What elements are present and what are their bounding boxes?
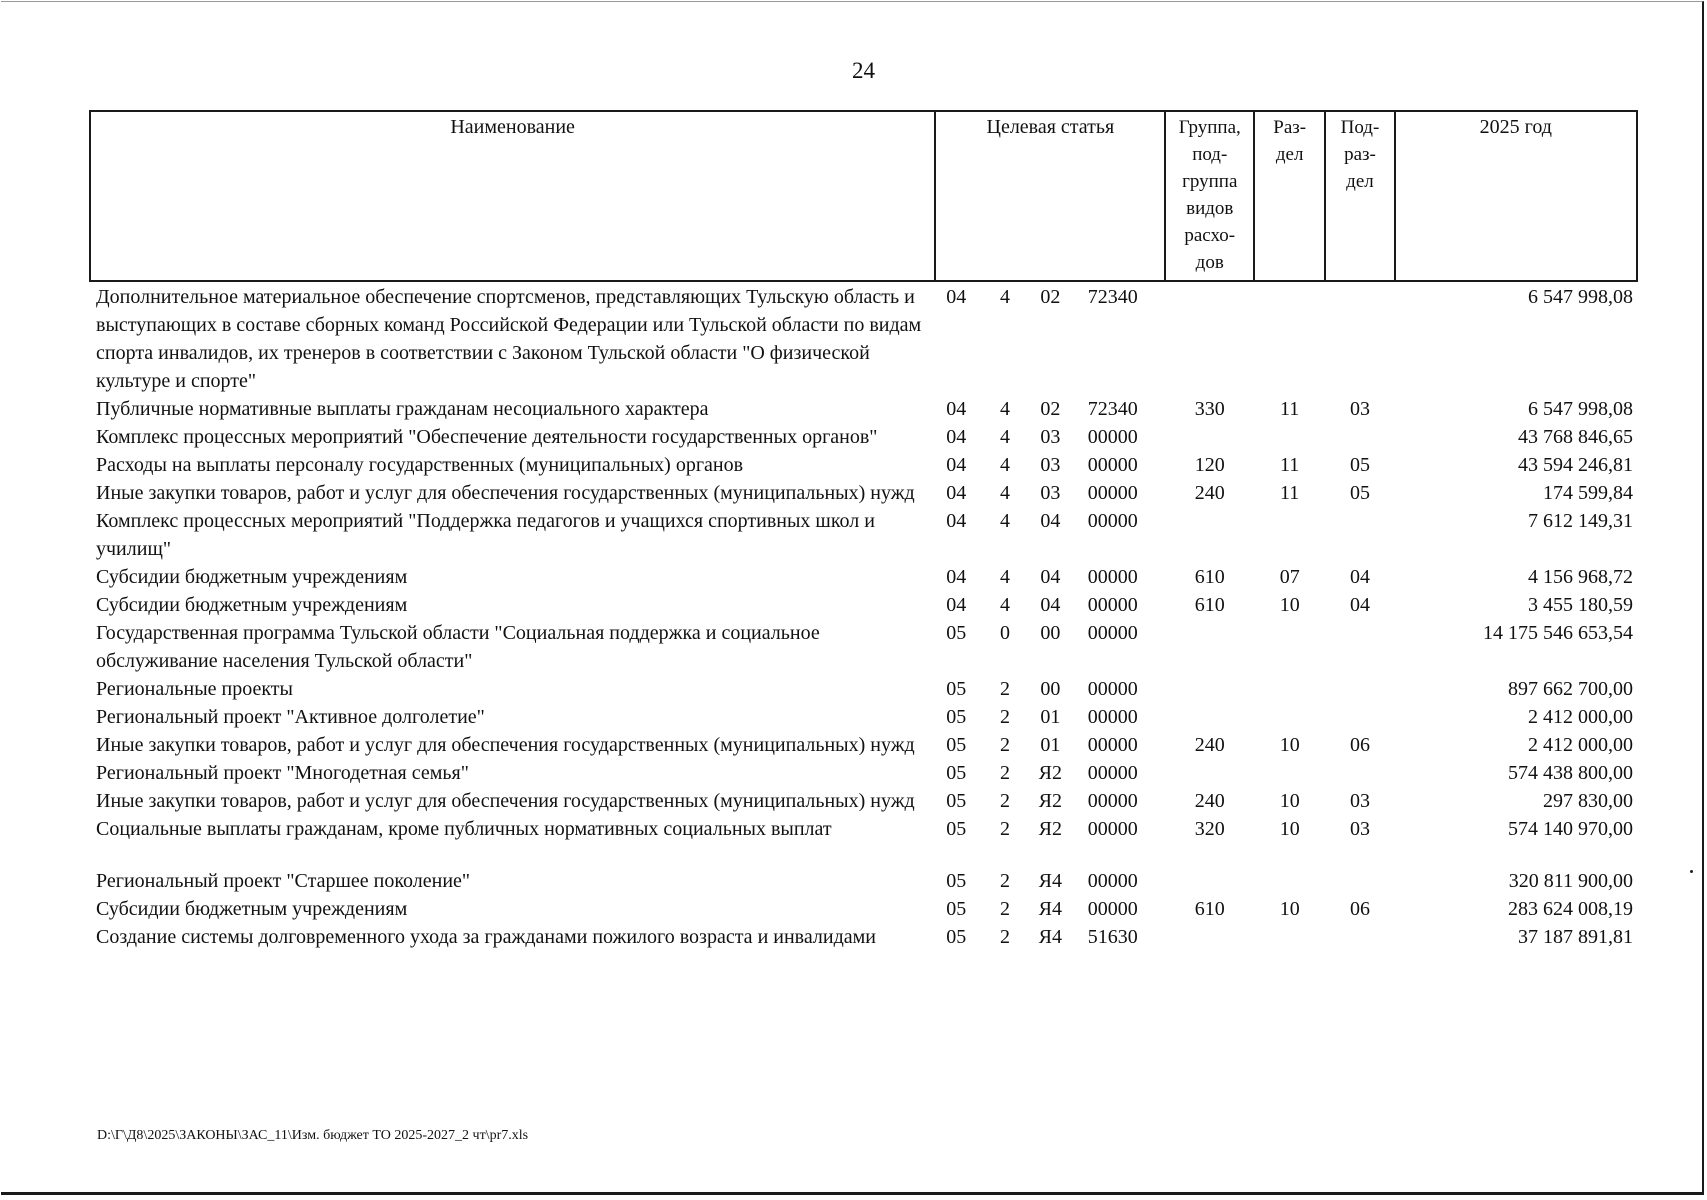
subsection-code <box>1325 619 1394 675</box>
target-subprogram-code: 2 <box>1000 898 1011 920</box>
header-subsection <box>1325 111 1394 281</box>
target-direction-code: 00000 <box>1087 790 1138 812</box>
target-program-code: 04 <box>946 510 967 532</box>
page-number: 24 <box>852 58 875 83</box>
header-line: дов <box>1195 252 1224 273</box>
target-program-code: 04 <box>946 594 967 616</box>
target-direction-code: 00000 <box>1087 426 1138 448</box>
target-direction-code: 00000 <box>1087 510 1138 532</box>
row-name: Региональный проект "Старшее поколение" <box>96 870 471 892</box>
row-name: Создание системы долговременного ухода за гражданами пожилого возраста и инвалидами <box>96 926 876 948</box>
expense-group-code <box>1165 675 1254 703</box>
section-code: 11 <box>1280 482 1300 504</box>
section-code: 10 <box>1279 818 1300 840</box>
amount-2025: 3 455 180,59 <box>1528 594 1633 616</box>
target-direction-code: 00000 <box>1087 762 1138 784</box>
expense-group-code <box>1165 759 1254 787</box>
section-code <box>1254 619 1325 675</box>
target-program-code: 04 <box>946 566 967 588</box>
expense-group-code: 610 <box>1194 594 1225 616</box>
expense-group-code: 330 <box>1194 398 1225 420</box>
row-name: Региональный проект "Многодетная семья" <box>96 762 469 784</box>
table-row <box>90 451 1637 479</box>
section-code: 10 <box>1279 594 1300 616</box>
header-line: дел <box>1275 144 1304 165</box>
subsection-code <box>1325 923 1394 951</box>
header-year: 2025 год <box>1395 111 1637 281</box>
section-code <box>1254 759 1325 787</box>
target-direction-code: 51630 <box>1087 926 1138 948</box>
target-direction-code: 72340 <box>1087 398 1138 420</box>
target-program-code: 05 <box>946 734 967 756</box>
target-subprogram-code: 2 <box>1000 706 1011 728</box>
amount-2025: 43 768 846,65 <box>1518 426 1633 448</box>
target-event-code: Я2 <box>1038 818 1063 840</box>
expense-group-code: 240 <box>1194 790 1225 812</box>
subsection-code <box>1325 281 1394 395</box>
expense-group-code: 120 <box>1194 454 1225 476</box>
row-name: Иные закупки товаров, работ и услуг для обеспечения государственных (муниципальных) нужд <box>96 790 915 812</box>
target-subprogram-code: 2 <box>1000 678 1011 700</box>
table-row <box>90 895 1637 923</box>
target-program-code: 04 <box>946 426 967 448</box>
target-direction-code: 00000 <box>1087 566 1138 588</box>
target-event-code: Я4 <box>1038 870 1063 892</box>
subsection-code: 03 <box>1349 398 1370 420</box>
subsection-code <box>1325 507 1394 563</box>
header-line: Раз- <box>1273 117 1307 138</box>
amount-2025: 283 624 008,19 <box>1508 898 1633 920</box>
amount-2025: 897 662 700,00 <box>1508 678 1633 700</box>
target-program-code: 05 <box>946 622 967 644</box>
table-row <box>90 395 1637 423</box>
target-event-code: Я4 <box>1038 926 1063 948</box>
target-direction-code: 00000 <box>1087 454 1138 476</box>
subsection-code <box>1325 675 1394 703</box>
target-event-code: 00 <box>1040 622 1061 644</box>
table-row <box>90 563 1637 591</box>
expense-group-code <box>1165 507 1254 563</box>
header-line: Под- <box>1340 117 1380 138</box>
target-direction-code: 00000 <box>1087 622 1138 644</box>
amount-2025: 574 438 800,00 <box>1508 762 1633 784</box>
table-row <box>90 787 1637 815</box>
target-subprogram-code: 4 <box>1000 454 1011 476</box>
target-subprogram-code: 2 <box>1000 762 1011 784</box>
table-row <box>90 507 1637 563</box>
row-name: Комплекс процессных мероприятий "Обеспечение деятельности государственных органов" <box>96 426 878 448</box>
target-program-code: 05 <box>946 678 967 700</box>
target-subprogram-code: 4 <box>1000 566 1011 588</box>
subsection-code: 06 <box>1349 898 1370 920</box>
table-row <box>90 731 1637 759</box>
header-line: Группа, <box>1178 117 1241 138</box>
target-event-code: 03 <box>1040 482 1061 504</box>
expense-group-code <box>1165 923 1254 951</box>
target-event-code: 01 <box>1040 734 1061 756</box>
header-line: расхо- <box>1184 225 1236 246</box>
section-code <box>1254 675 1325 703</box>
subsection-code: 04 <box>1349 566 1370 588</box>
expense-group-code <box>1165 619 1254 675</box>
target-event-code: 03 <box>1040 426 1061 448</box>
subsection-code <box>1325 759 1394 787</box>
header-line: видов <box>1186 198 1234 219</box>
row-name: Расходы на выплаты персоналу государственных (муниципальных) органов <box>96 454 744 476</box>
target-program-code: 04 <box>946 398 967 420</box>
subsection-code: 03 <box>1349 818 1370 840</box>
table-row <box>90 591 1637 619</box>
row-name: Комплекс процессных мероприятий "Поддержка педагогов и учащихся спортивных школ и училищ" <box>96 510 875 560</box>
row-name: Иные закупки товаров, работ и услуг для обеспечения государственных (муниципальных) нужд <box>96 734 915 756</box>
header-line: дел <box>1346 171 1374 192</box>
table-row <box>90 423 1637 451</box>
table-row <box>90 479 1637 507</box>
target-event-code: 04 <box>1040 510 1061 532</box>
target-subprogram-code: 0 <box>1000 622 1011 644</box>
target-event-code: Я2 <box>1038 762 1063 784</box>
target-direction-code: 00000 <box>1087 594 1138 616</box>
amount-2025: 297 830,00 <box>1543 790 1633 812</box>
target-event-code: 02 <box>1040 286 1061 308</box>
target-subprogram-code: 2 <box>1000 790 1011 812</box>
amount-2025: 14 175 546 653,54 <box>1483 622 1633 644</box>
subsection-code: 05 <box>1349 482 1370 504</box>
target-program-code: 05 <box>946 790 967 812</box>
target-event-code: 00 <box>1040 678 1061 700</box>
expense-group-code <box>1165 423 1254 451</box>
target-direction-code: 00000 <box>1087 706 1138 728</box>
target-event-code: 01 <box>1040 706 1061 728</box>
header-expense-group <box>1165 111 1254 281</box>
target-subprogram-code: 4 <box>1000 398 1011 420</box>
table-row <box>90 759 1637 787</box>
target-subprogram-code: 2 <box>1000 870 1011 892</box>
target-event-code: 04 <box>1040 566 1061 588</box>
target-subprogram-code: 4 <box>1000 286 1011 308</box>
table-row <box>90 867 1637 895</box>
target-event-code: 02 <box>1040 398 1061 420</box>
target-event-code: Я2 <box>1038 790 1063 812</box>
target-program-code: 05 <box>946 870 967 892</box>
header-name: Наименование <box>90 111 935 281</box>
target-direction-code: 72340 <box>1087 286 1138 308</box>
subsection-code <box>1325 867 1394 895</box>
row-name: Иные закупки товаров, работ и услуг для обеспечения государственных (муниципальных) нужд <box>96 482 915 504</box>
amount-2025: 7 612 149,31 <box>1528 510 1633 532</box>
budget-table <box>89 110 1638 951</box>
expense-group-code: 610 <box>1194 566 1225 588</box>
section-code <box>1254 507 1325 563</box>
header-section <box>1254 111 1325 281</box>
expense-group-code: 240 <box>1194 482 1225 504</box>
amount-2025: 174 599,84 <box>1543 482 1633 504</box>
expense-group-code <box>1165 703 1254 731</box>
target-event-code: Я4 <box>1038 898 1063 920</box>
expense-group-code <box>1165 867 1254 895</box>
amount-2025: 4 156 968,72 <box>1528 566 1633 588</box>
amount-2025: 37 187 891,81 <box>1518 926 1633 948</box>
target-subprogram-code: 4 <box>1000 426 1011 448</box>
expense-group-code: 610 <box>1194 898 1225 920</box>
target-direction-code: 00000 <box>1087 678 1138 700</box>
expense-group-code: 240 <box>1194 734 1225 756</box>
target-subprogram-code: 4 <box>1000 594 1011 616</box>
amount-2025: 320 811 900,00 <box>1508 870 1633 892</box>
section-code: 07 <box>1279 566 1300 588</box>
target-direction-code: 00000 <box>1087 734 1138 756</box>
row-name: Субсидии бюджетным учреждениям <box>96 566 408 588</box>
target-subprogram-code: 2 <box>1000 926 1011 948</box>
section-code: 11 <box>1280 398 1300 420</box>
target-event-code: 04 <box>1040 594 1061 616</box>
target-direction-code: 00000 <box>1087 898 1138 920</box>
row-name: Региональные проекты <box>96 678 293 700</box>
target-program-code: 04 <box>946 482 967 504</box>
header-line: раз- <box>1344 144 1376 165</box>
table-body <box>90 281 1637 951</box>
amount-2025: 6 547 998,08 <box>1528 398 1633 420</box>
target-program-code: 05 <box>946 898 967 920</box>
target-subprogram-code: 4 <box>1000 510 1011 532</box>
target-event-code: 03 <box>1040 454 1061 476</box>
target-program-code: 04 <box>946 454 967 476</box>
subsection-code: 06 <box>1349 734 1370 756</box>
table-row <box>90 619 1637 675</box>
section-code: 11 <box>1280 454 1300 476</box>
header-line: под- <box>1192 144 1228 165</box>
section-code <box>1254 423 1325 451</box>
target-program-code: 05 <box>946 762 967 784</box>
amount-2025: 43 594 246,81 <box>1518 454 1633 476</box>
section-code: 10 <box>1279 790 1300 812</box>
row-name: Публичные нормативные выплаты гражданам несоциального характера <box>96 398 709 420</box>
amount-2025: 2 412 000,00 <box>1528 734 1633 756</box>
footer-file-path: D:\Г\Д8\2025\ЗАКОНЫ\ЗАС_11\Изм. бюджет ТО 2025-2027_2 чт\pr7.xls <box>97 1128 529 1143</box>
subsection-code <box>1325 423 1394 451</box>
target-program-code: 05 <box>946 818 967 840</box>
row-name: Региональный проект "Активное долголетие" <box>96 706 485 728</box>
table-row <box>90 923 1637 951</box>
subsection-code: 04 <box>1349 594 1370 616</box>
amount-2025: 6 547 998,08 <box>1528 286 1633 308</box>
target-direction-code: 00000 <box>1087 482 1138 504</box>
section-code: 10 <box>1279 898 1300 920</box>
section-code: 10 <box>1279 734 1300 756</box>
section-code <box>1254 923 1325 951</box>
table-row <box>90 281 1637 395</box>
subsection-code <box>1325 703 1394 731</box>
row-name: Государственная программа Тульской области "Социальная поддержка и социальное обслуживание населения Тульской области" <box>96 622 820 672</box>
target-subprogram-code: 2 <box>1000 734 1011 756</box>
header-line: группа <box>1182 171 1238 192</box>
amount-2025: 574 140 970,00 <box>1508 818 1633 840</box>
table-row <box>90 675 1637 703</box>
target-subprogram-code: 2 <box>1000 818 1011 840</box>
target-program-code: 04 <box>946 286 967 308</box>
expense-group-code: 320 <box>1194 818 1225 840</box>
amount-2025: 2 412 000,00 <box>1528 706 1633 728</box>
subsection-code: 05 <box>1349 454 1370 476</box>
table-row <box>90 703 1637 731</box>
section-code <box>1254 867 1325 895</box>
subsection-code: 03 <box>1349 790 1370 812</box>
row-name: Дополнительное материальное обеспечение спортсменов, представляющих Тульскую область и выступающих в составе сборных команд Российской Федерации или Тульской области по видам спорта инвалидов, их тренеров в соответствии с Законом Тульской области "О физической культуре и спорте" <box>96 286 922 392</box>
section-code <box>1254 703 1325 731</box>
scan-speck <box>1690 870 1693 873</box>
target-program-code: 05 <box>946 706 967 728</box>
header-target-article: Целевая статья <box>935 111 1165 281</box>
table-header-row <box>90 111 1637 281</box>
table-row <box>90 815 1637 867</box>
row-name: Субсидии бюджетным учреждениям <box>96 594 408 616</box>
row-name: Социальные выплаты гражданам, кроме публичных нормативных социальных выплат <box>96 818 832 840</box>
target-direction-code: 00000 <box>1087 818 1138 840</box>
section-code <box>1254 281 1325 395</box>
expense-group-code <box>1165 281 1254 395</box>
target-subprogram-code: 4 <box>1000 482 1011 504</box>
target-program-code: 05 <box>946 926 967 948</box>
row-name: Субсидии бюджетным учреждениям <box>96 898 408 920</box>
target-direction-code: 00000 <box>1087 870 1138 892</box>
